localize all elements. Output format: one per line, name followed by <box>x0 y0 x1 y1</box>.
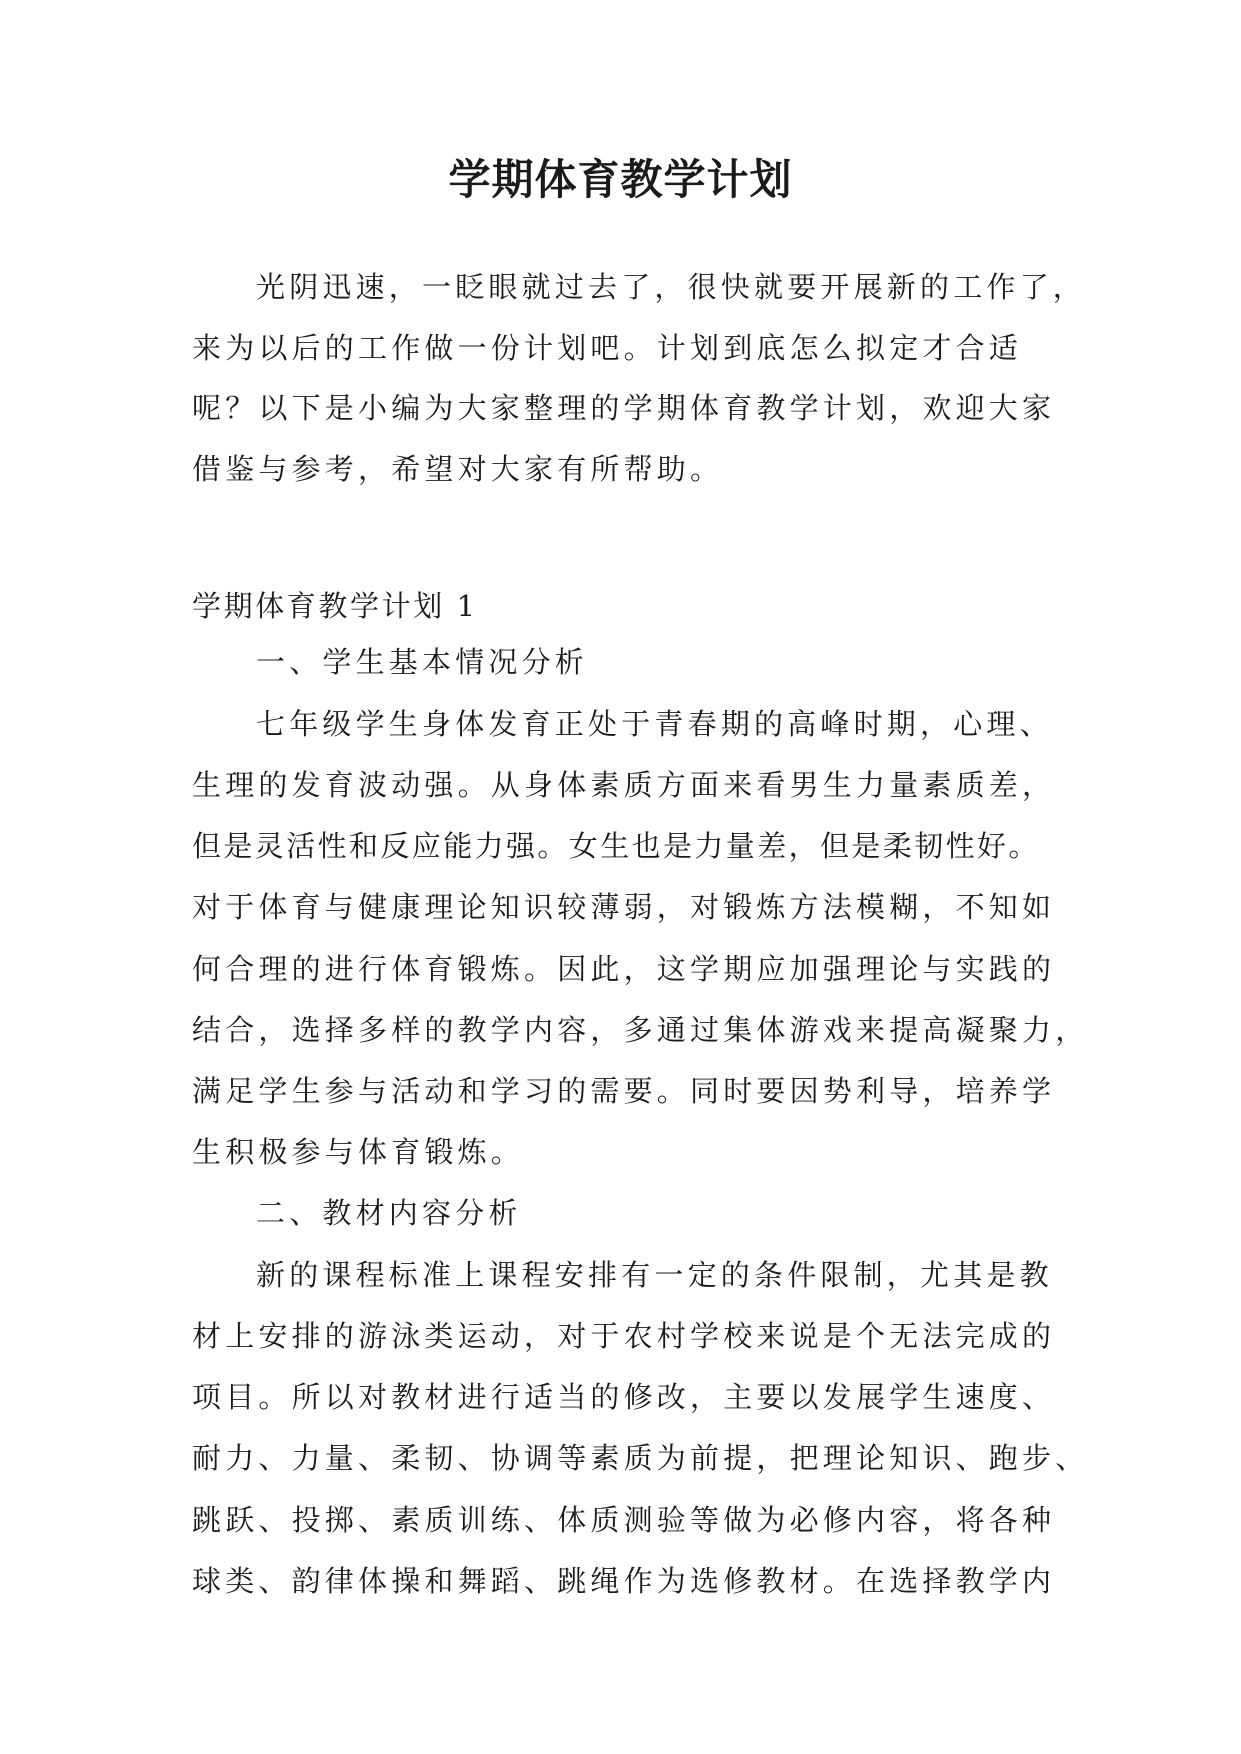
paragraph-line: 满足学生参与活动和学习的需要。同时要因势利导，培养学 <box>192 1074 1056 1108</box>
paragraph-line: 但是灵活性和反应能力强。女生也是力量差，但是柔韧性好。 <box>192 829 1040 863</box>
intro-line: 光阴迅速，一眨眼就过去了，很快就要开展新的工作了， <box>256 270 1087 304</box>
intro-line: 借鉴与参考，希望对大家有所帮助。 <box>192 452 724 486</box>
paragraph-line: 项目。所以对教材进行适当的修改，主要以发展学生速度、 <box>192 1380 1056 1414</box>
paragraph-line: 跳跃、投掷、素质训练、体质测验等做为必修内容，将各种 <box>192 1503 1056 1537</box>
intro-line: 呢？以下是小编为大家整理的学期体育教学计划，欢迎大家 <box>192 391 1056 425</box>
document-title: 学期体育教学计划 <box>448 155 793 204</box>
paragraph-line: 球类、韵律体操和舞蹈、跳绳作为选修教材。在选择教学内 <box>192 1564 1056 1598</box>
paragraph-line: 生理的发育波动强。从身体素质方面来看男生力量素质差， <box>192 768 1056 802</box>
paragraph-line: 新的课程标准上课程安排有一定的条件限制，尤其是教 <box>256 1258 1053 1292</box>
paragraph-line: 对于体育与健康理论知识较薄弱，对锻炼方法模糊，不知如 <box>192 890 1056 924</box>
paragraph-line: 结合，选择多样的教学内容，多通过集体游戏来提高凝聚力， <box>192 1013 1089 1047</box>
section-title: 学期体育教学计划 1 <box>192 589 478 623</box>
paragraph-line: 生积极参与体育锻炼。 <box>192 1135 525 1169</box>
paragraph-line: 耐力、力量、柔韧、协调等素质为前提，把理论知识、跑步、 <box>192 1441 1089 1475</box>
intro-line: 来为以后的工作做一份计划吧。计划到底怎么拟定才合适 <box>192 331 1023 365</box>
paragraph-line: 何合理的进行体育锻炼。因此，这学期应加强理论与实践的 <box>192 952 1056 986</box>
paragraph-line: 材上安排的游泳类运动，对于农村学校来说是个无法完成的 <box>192 1319 1056 1353</box>
heading-material-analysis: 二、教材内容分析 <box>256 1196 522 1230</box>
paragraph-line: 七年级学生身体发育正处于青春期的高峰时期，心理、 <box>256 707 1053 741</box>
heading-student-analysis: 一、学生基本情况分析 <box>256 645 589 679</box>
